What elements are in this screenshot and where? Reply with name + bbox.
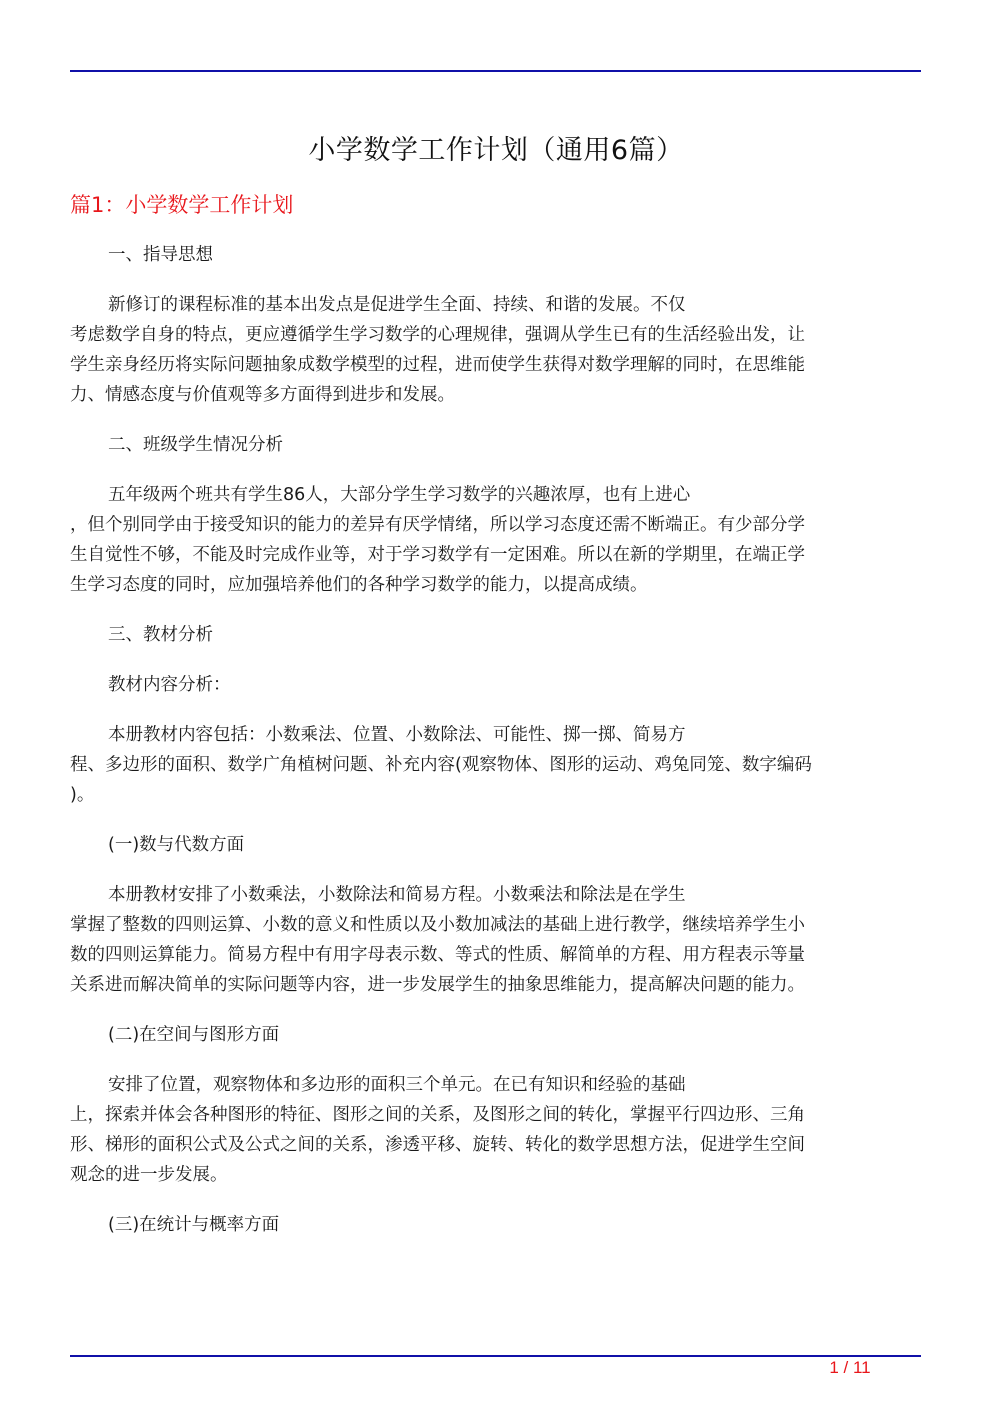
- text-line: 观念的进一步发展。: [70, 1165, 228, 1185]
- document-title: 小学数学工作计划（通用6篇）: [308, 135, 684, 166]
- paragraph-guiding-ideology: [70, 290, 922, 410]
- paragraph-space-geometry: [70, 1070, 922, 1190]
- paragraph-number-algebra: [70, 880, 922, 1000]
- subheading-statistics-probability: (三)在统计与概率方面: [108, 1215, 280, 1235]
- text-line: 五年级两个班共有学生86人，大部分学生学习数学的兴趣浓厚，也有上进心: [108, 485, 691, 505]
- text-line: 数的四则运算能力。简易方程中有用字母表示数、等式的性质、解简单的方程、用方程表示等量: [70, 945, 805, 965]
- text-line: 安排了位置，观察物体和多边形的面积三个单元。在已有知识和经验的基础: [108, 1075, 686, 1095]
- document-body: [70, 240, 922, 1260]
- text-line: 生学习态度的同时，应加强培养他们的各种学习数学的能力，以提高成绩。: [70, 575, 648, 595]
- section-heading-class-analysis: 二、班级学生情况分析: [108, 435, 283, 455]
- text-line: 掌握了整数的四则运算、小数的意义和性质以及小数加减法的基础上进行教学，继续培养学生小: [70, 915, 805, 935]
- paragraph-textbook-contents: [70, 720, 922, 810]
- section-heading-textbook-analysis: 三、教材分析: [108, 625, 213, 645]
- paragraph-class-analysis: [70, 480, 922, 600]
- text-line: 考虑数学自身的特点，更应遵循学生学习数学的心理规律，强调从学生已有的生活经验出发，让: [70, 325, 805, 345]
- text-line: 本册教材安排了小数乘法，小数除法和简易方程。小数乘法和除法是在学生: [108, 885, 686, 905]
- header-rule: [70, 70, 921, 72]
- text-line: 程、多边形的面积、数学广角植树问题、补充内容(观察物体、图形的运动、鸡兔同笼、数字编码: [70, 755, 812, 775]
- text-line: ，但个别同学由于接受知识的能力的差异有厌学情绪，所以学习态度还需不断端正。有少部分学: [70, 515, 805, 535]
- section-heading-guiding-ideology: 一、指导思想: [108, 245, 213, 265]
- footer-rule: [70, 1355, 921, 1357]
- subheading-number-algebra: (一)数与代数方面: [108, 835, 245, 855]
- text-line: 本册教材内容包括：小数乘法、位置、小数除法、可能性、掷一掷、简易方: [108, 725, 686, 745]
- text-line: 力、情感态度与价值观等多方面得到进步和发展。: [70, 385, 455, 405]
- text-line: 关系进而解决简单的实际问题等内容，进一步发展学生的抽象思维能力，提高解决问题的能力。: [70, 975, 805, 995]
- text-line: 新修订的课程标准的基本出发点是促进学生全面、持续、和谐的发展。不仅: [108, 295, 686, 315]
- text-line: 生自觉性不够，不能及时完成作业等，对于学习数学有一定困难。所以在新的学期里，在端正学: [70, 545, 805, 565]
- subheading-space-geometry: (二)在空间与图形方面: [108, 1025, 280, 1045]
- text-line: 形、梯形的面积公式及公式之间的关系，渗透平移、旋转、转化的数学思想方法，促进学生空间: [70, 1135, 805, 1155]
- text-line: )。: [70, 785, 95, 805]
- text-line: 学生亲身经历将实际问题抽象成数学模型的过程，进而使学生获得对数学理解的同时，在思维能: [70, 355, 805, 375]
- page-indicator: 1 / 11: [829, 1358, 871, 1377]
- text-line: 上，探索并体会各种图形的特征、图形之间的关系，及图形之间的转化，掌握平行四边形、三角: [70, 1105, 805, 1125]
- subheading-content-analysis: 教材内容分析：: [108, 675, 231, 695]
- chapter-title: 篇1：小学数学工作计划: [70, 193, 294, 217]
